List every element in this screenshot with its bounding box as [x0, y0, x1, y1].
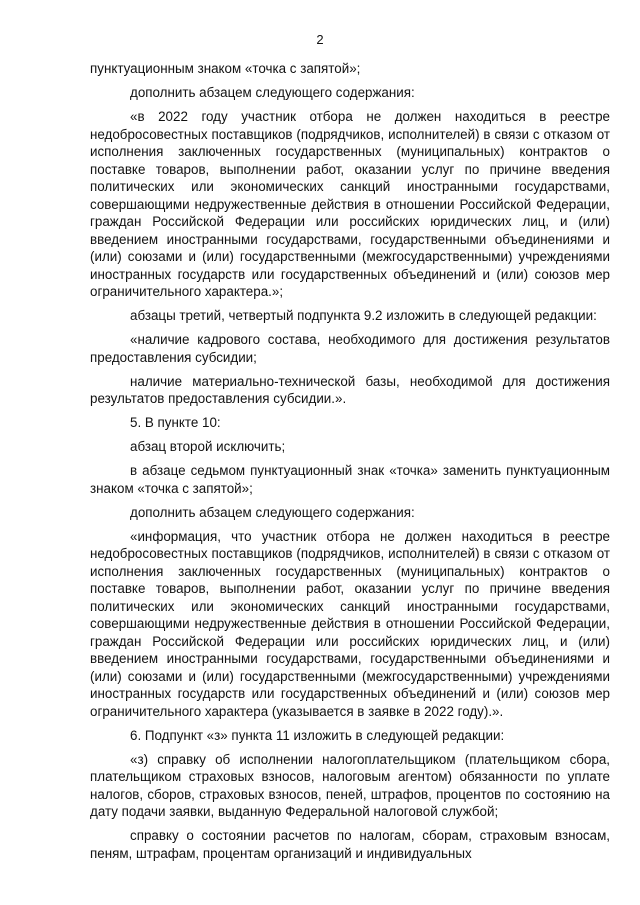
paragraph: «в 2022 году участник отбора не должен находиться в реестре недобросовестных поставщиков (подрядчиков, исполнителей) в связи с отказом от исполнения заключенных государственных (муниципальных) контрактов о поставке товаров, выполнении работ, оказании услуг по причине введения политических или экономических санкций иностранными государствами, совершающими недружественные действия в отношении Российской Федерации, граждан Российской Федерации или российских юридических лиц, и (или) введением иностранными государствами, государственными объединениями и (или) союзами и (или) государственными (межгосударственными) учреждениями иностранных государств или государственных объединений и (или) союзов мер ограничительного характера.»; — [90, 109, 610, 299]
paragraph: в абзаце седьмом пунктуационный знак «точка» заменить пунктуационным знаком «точка с запятой»; — [90, 463, 610, 496]
paragraph: абзацы третий, четвертый подпункта 9.2 изложить в следующей редакции: — [130, 308, 597, 323]
paragraph: справку о состоянии расчетов по налогам, сборам, страховым взносам, пеням, штрафам, процентам организаций и индивидуальных — [90, 828, 610, 861]
document-body — [90, 60, 610, 869]
paragraph: 6. Подпункт «з» пункта 11 изложить в следующей редакции: — [130, 727, 505, 743]
paragraph: дополнить абзацем следующего содержания: — [130, 504, 415, 520]
page-number: 2 — [316, 32, 324, 47]
paragraph: «наличие кадрового состава, необходимого для достижения результатов предоставления субсидии; — [90, 332, 610, 365]
paragraph: пунктуационным знаком «точка с запятой»; — [90, 61, 361, 76]
paragraph: 5. В пункте 10: — [130, 415, 221, 430]
paragraph: «информация, что участник отбора не должен находиться в реестре недобросовестных поставщиков (подрядчиков, исполнителей) в связи с отказом от исполнения заключенных государственных (муниципальных) контрактов о поставке товаров, выполнении работ, оказании услуг по причине введения политических или экономических санкций иностранными государствами, совершающими недружественные действия в отношении Российской Федерации, граждан Российской Федерации или российских юридических лиц, и (или) введением иностранными государствами, государственными объединениями и (или) союзами и (или) государственными (межгосударственными) учреждениями иностранных государств или государственных объединений и (или) союзов мер ограничительного характера (указывается в заявке в 2022 году).». — [90, 528, 610, 719]
paragraph: «з) справку об исполнении налогоплательщиком (плательщиком сбора, плательщиком страховых взносов, налоговым агентом) обязанности по уплате налогов, сборов, страховых взносов, пеней, штрафов, процентов по состоянию на дату подачи заявки, выданную Федеральной налоговой службой; — [90, 751, 610, 819]
paragraph: абзац второй исключить; — [130, 439, 286, 454]
paragraph: наличие материально-технической базы, необходимой для достижения результатов предоставления субсидии.». — [90, 373, 610, 406]
paragraph: дополнить абзацем следующего содержания: — [130, 85, 415, 100]
